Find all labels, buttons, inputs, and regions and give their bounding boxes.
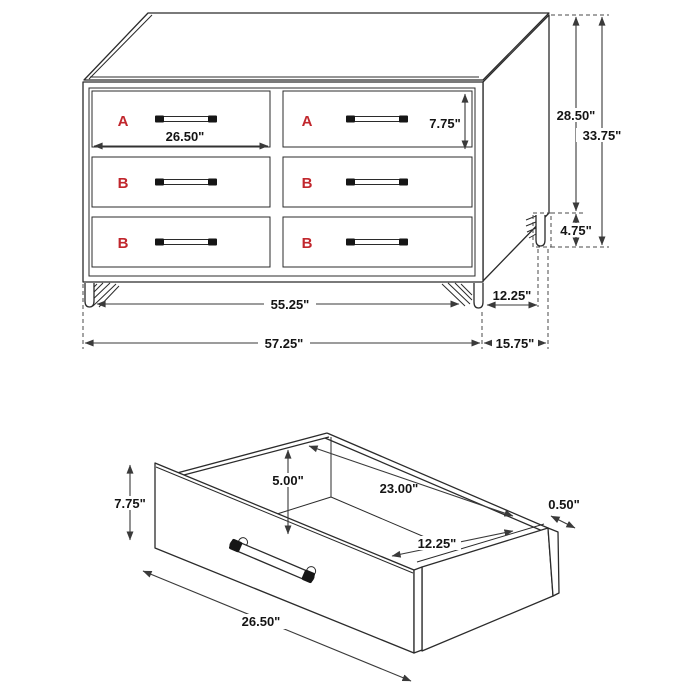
dim-front-leg-span-label: 55.25"	[270, 297, 310, 312]
drawer-front-panel-edge	[414, 567, 422, 653]
dim-side-leg-span	[487, 288, 537, 305]
drawer-left-wall-edge	[177, 433, 329, 476]
front-left-leg	[85, 283, 119, 307]
drawer-label-mid-left: B	[117, 175, 129, 192]
drawer-detail	[108, 433, 580, 681]
dim-drawer-front-height-label: 7.75"	[429, 116, 461, 131]
dim-drawer-front-height-detail	[108, 465, 152, 540]
dim-total-height-label: 33.75"	[582, 128, 622, 143]
drawer-label-top-right: A	[301, 113, 313, 130]
dim-inner-depth-label: 5.00"	[272, 473, 304, 488]
dim-inner-length-label: 23.00"	[379, 481, 419, 496]
drawer-label-mid-right: B	[301, 175, 313, 192]
drawer-label-top-left: A	[117, 113, 129, 130]
dim-leg-height-label: 4.75"	[560, 223, 592, 238]
dresser-elevation	[83, 13, 628, 351]
dim-leg-height	[554, 214, 598, 246]
dim-body-height	[550, 17, 602, 211]
dim-front-leg-span	[97, 297, 459, 312]
drawer-back-wall-edge	[325, 433, 548, 532]
dim-total-width	[85, 336, 480, 351]
dim-front-height-label: 7.75"	[114, 496, 146, 511]
dim-inner-length	[309, 446, 513, 516]
dresser-top-face	[84, 13, 549, 80]
dim-front-width-label: 26.50"	[241, 614, 281, 629]
dim-total-height	[576, 17, 628, 245]
dim-total-width-label: 57.25"	[264, 336, 304, 351]
dim-total-depth	[484, 336, 546, 351]
dim-body-height-label: 28.50"	[556, 108, 596, 123]
dim-inner-width-label: 12.25"	[417, 536, 457, 551]
dim-drawer-front-width-label: 26.50"	[165, 129, 205, 144]
drawer-label-bottom-right: B	[301, 235, 313, 252]
dim-side-thickness	[548, 497, 579, 528]
dim-side-thickness-label: 0.50"	[548, 497, 580, 512]
dim-total-depth-label: 15.75"	[495, 336, 535, 351]
drawer-label-bottom-left: B	[117, 235, 129, 252]
dim-side-leg-span-label: 12.25"	[492, 288, 532, 303]
